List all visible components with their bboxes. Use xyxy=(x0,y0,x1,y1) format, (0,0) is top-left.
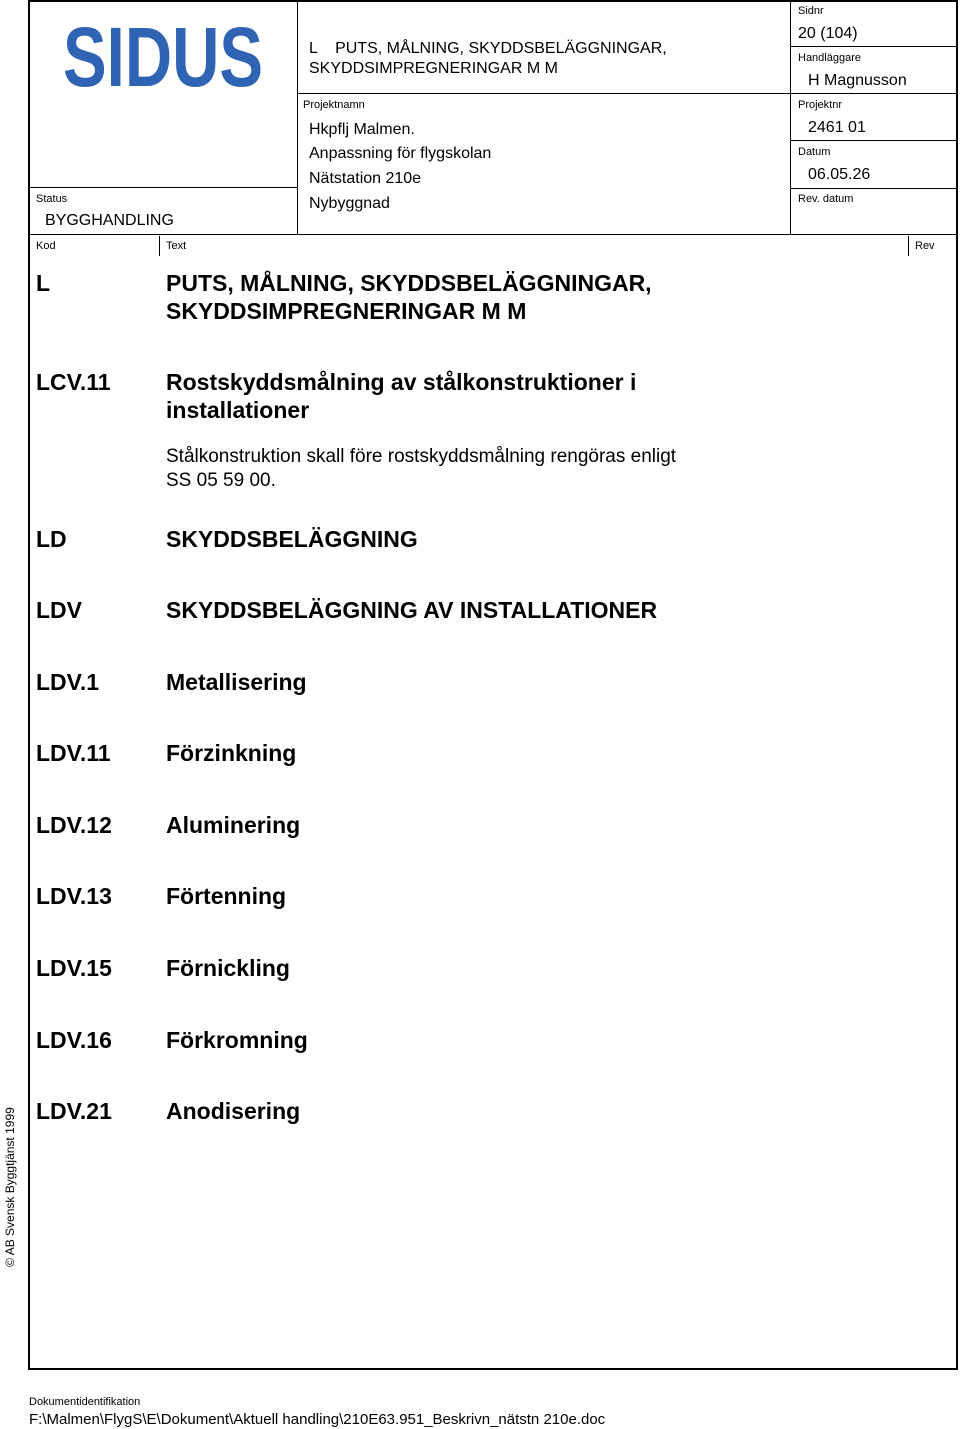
projektnamn-line: Nybyggnad xyxy=(309,195,390,212)
header-rule-sidnr xyxy=(790,46,958,47)
section-code: LCV.11 xyxy=(36,369,111,395)
datum-label: Datum xyxy=(798,146,831,158)
doc-id-label: Dokumentidentifikation xyxy=(29,1396,141,1408)
sidnr-label: Sidnr xyxy=(798,5,824,17)
projektnr-value: 2461 01 xyxy=(808,119,866,136)
header-rule-projektnamn xyxy=(297,93,958,94)
section-title: Förkromning xyxy=(166,1027,308,1053)
section-body-line1: Stålkonstruktion skall före rostskyddsmålning rengöras enligt xyxy=(166,446,677,467)
section-code: LDV.16 xyxy=(36,1027,112,1053)
kod-text-divider xyxy=(159,236,160,256)
section-code: LDV.21 xyxy=(36,1098,112,1124)
section-code: LDV.13 xyxy=(36,883,112,909)
header-rule-revdatum xyxy=(790,188,958,189)
section-body-line2: SS 05 59 00. xyxy=(166,470,276,491)
header-title-line2: SKYDDSIMPREGNERINGAR M M xyxy=(309,60,558,77)
section-code: LDV.15 xyxy=(36,955,112,981)
section-title: Anodisering xyxy=(166,1098,301,1124)
column-text: Text xyxy=(166,240,187,252)
section-title: Metallisering xyxy=(166,669,307,695)
header-title-line1: L PUTS, MÅLNING, SKYDDSBELÄGGNINGAR, xyxy=(309,40,667,57)
main-title-line1: PUTS, MÅLNING, SKYDDSBELÄGGNINGAR, xyxy=(166,270,652,296)
main-code: L xyxy=(36,270,51,296)
status-value: BYGGHANDLING xyxy=(45,212,174,229)
column-kod: Kod xyxy=(36,240,56,252)
revdatum-label: Rev. datum xyxy=(798,193,854,205)
doc-path: F:\Malmen\FlygS\E\Dokument\Aktuell handling\210E63.951_Beskrivn_nätstn 210e.doc xyxy=(29,1411,606,1428)
header-rule-datum xyxy=(790,140,958,141)
section-code: LDV.1 xyxy=(36,669,100,695)
section-title: Förzinkning xyxy=(166,740,297,766)
section-code: LDV xyxy=(36,597,82,623)
section-title: Förtenning xyxy=(166,883,287,909)
header-bottom-rule xyxy=(28,234,958,235)
sidus-logo xyxy=(62,10,264,104)
status-label: Status xyxy=(36,193,68,205)
section-title: SKYDDSBELÄGGNING xyxy=(166,526,418,552)
section-title: Förnickling xyxy=(166,955,290,981)
section-title-line1: Rostskyddsmålning av stålkonstruktioner i xyxy=(166,369,637,395)
projektnamn-label: Projektnamn xyxy=(303,99,365,111)
header-rule-status xyxy=(28,187,297,188)
main-title-line2: SKYDDSIMPREGNERINGAR M M xyxy=(166,298,527,324)
section-code: LDV.11 xyxy=(36,740,111,766)
section-code: LD xyxy=(36,526,67,552)
section-title: SKYDDSBELÄGGNING AV INSTALLATIONER xyxy=(166,597,658,623)
header-divider-1 xyxy=(297,0,298,234)
section-title: Aluminering xyxy=(166,812,301,838)
text-rev-divider xyxy=(908,236,909,256)
projektnamn-line: Hkpflj Malmen. xyxy=(309,121,415,138)
handlaggare-label: Handläggare xyxy=(798,52,861,64)
sidnr-value: 20 (104) xyxy=(798,25,858,42)
projektnamn-line: Anpassning för flygskolan xyxy=(309,145,492,162)
handlaggare-value: H Magnusson xyxy=(808,72,907,89)
datum-value: 06.05.26 xyxy=(808,166,871,183)
section-title-line2: installationer xyxy=(166,397,310,423)
svg-text:SIDUS: SIDUS xyxy=(63,10,263,104)
copyright-sidebar: © AB Svensk Byggtjänst 1999 xyxy=(3,1107,17,1267)
projektnamn-line: Nätstation 210e xyxy=(309,170,422,187)
column-rev: Rev xyxy=(915,240,935,252)
header-divider-2 xyxy=(790,0,791,234)
section-code: LDV.12 xyxy=(36,812,112,838)
projektnr-label: Projektnr xyxy=(798,99,843,111)
